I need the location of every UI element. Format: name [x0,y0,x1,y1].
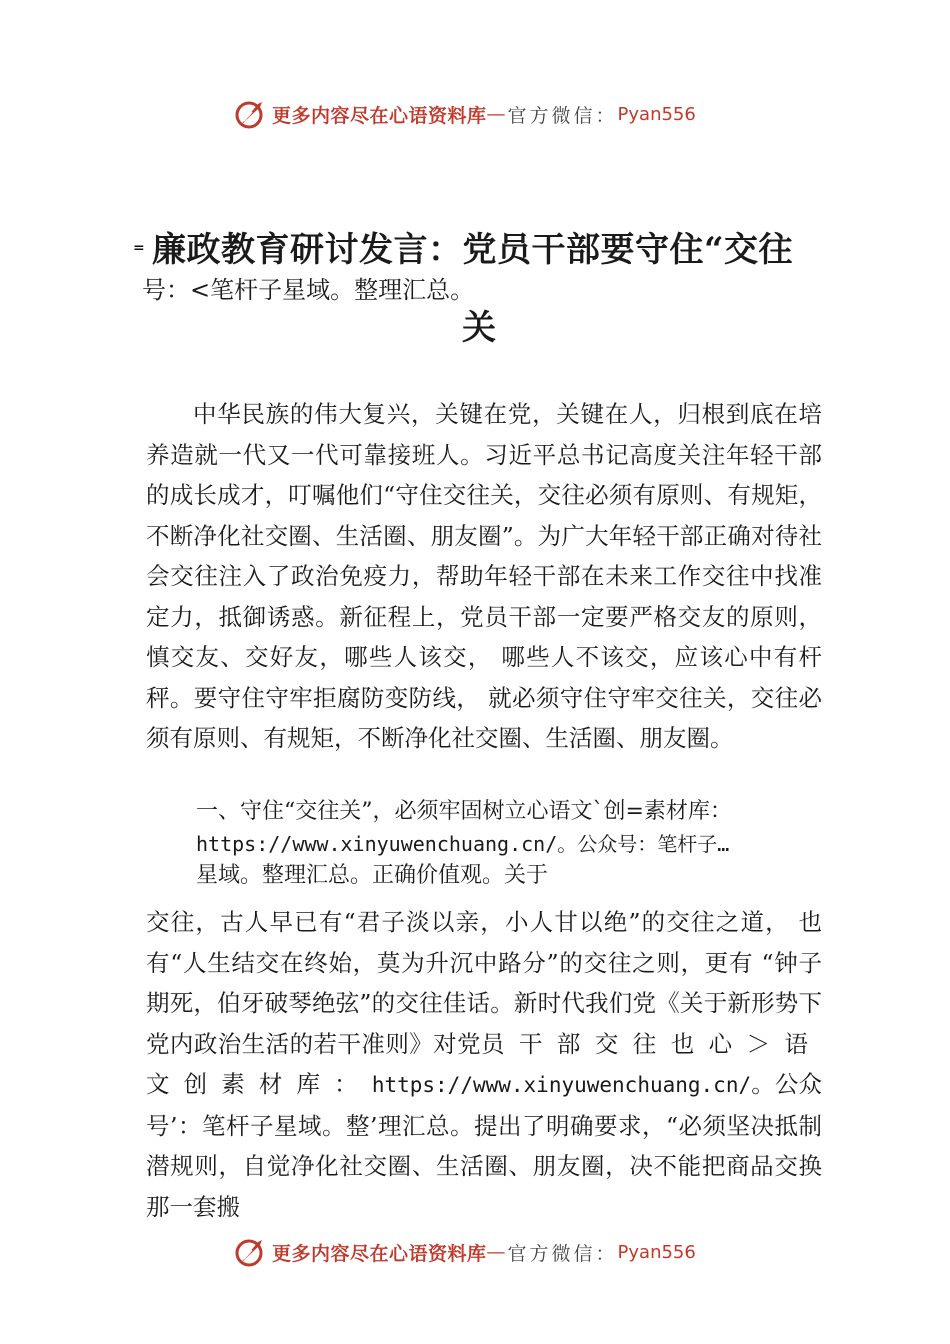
heading-line: 星域。整理汇总。正确价值观。关于 [196,863,549,888]
page-title-line1: 廉政教育研讨发言：党员干部要守住“交往 [152,230,794,270]
title-mark: = [133,240,145,256]
page-title-line2: 关 [462,308,496,348]
heading-line: https://www.xinyuwenchuang.cn/。公众号：笔杆子… [196,832,730,856]
title-overlay-text: 号：<笔杆子星域。整理汇总。 [142,276,475,304]
quill-logo-icon [232,1234,268,1270]
banner-dash: — [486,103,506,125]
footer-banner [232,1232,732,1272]
paragraph-text: 。公众号’：笔杆子星域。整’理汇总。提出了明确要求，“必须坚决抵制潜规则，自觉净化社交圈、生活圈、朋友圈，决不能把商品交换那一套搬 [146,1070,823,1221]
paragraph-intro: 中华民族的伟大复兴，关键在党，关键在人，归根到底在培养造就一代又一代可靠接班人。习近平总书记高度关注年轻干部的成长成才，叮嘱他们“守住交往关，交往必须有原则、有规矩，不断净化社交圈、生活圈、朋友圈”。为广大年轻干部正确对待社会交往注入了政治免疫力，帮助年轻干部在未来工作交往中找准定力，抵御诱惑。新征程上，党员干部一定要严格交友的原则，慎交友、交好友，哪些人该交， 哪些人不该交，应该心中有杆秤。要守住守牢拒腐防变防线， 就必须守住守牢交往关，交往必须有原则、有规矩，不断净化社交圈、生活圈、朋友圈。 [146,400,822,752]
paragraph-spaced-text: 员干部交往也心＞语文创素材库： [146,1029,823,1098]
banner-wechat-id: Pyan556 [617,1241,696,1263]
banner-main-text: 更多内容尽在心语资料库 [272,1242,487,1265]
quill-logo-icon [232,96,268,132]
paragraph-url: https://www.xinyuwenchuang.cn/ [371,1073,752,1097]
banner-dash: — [486,1241,506,1263]
banner-wechat-id: Pyan556 [617,103,696,125]
header-banner [232,94,732,134]
paragraph-text: 交往，古人早已有“君子淡以亲，小人甘以绝”的交往之道， 也有“人生结交在终始，莫为升沉中路分”的交往之则，更有 “钟子期死，伯牙破琴绝弦”的交往佳话。新时代我们党《关于新形势下党内政治生活的若干准则》对党 [146,908,822,1058]
paragraph-section-1 [146,902,822,1227]
banner-wechat-label: 官方微信： [507,1242,618,1265]
banner-main-text: 更多内容尽在心语资料库 [272,104,487,127]
heading-line: 一、守住“交往关”，必须牢固树立心语文`创=素材库： [196,799,732,824]
banner-wechat-label: 官方微信： [507,104,618,127]
section-heading-1 [196,796,826,892]
